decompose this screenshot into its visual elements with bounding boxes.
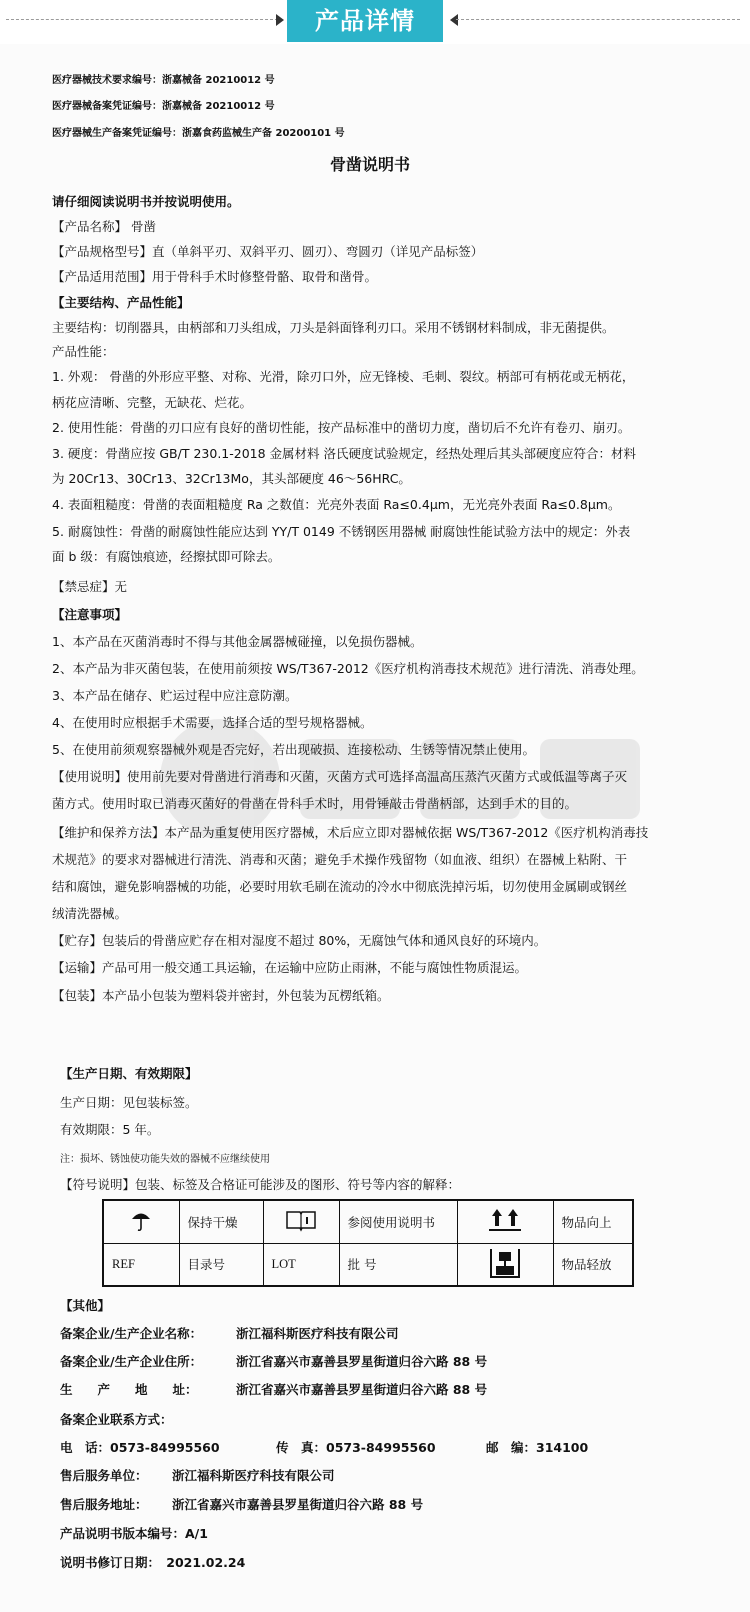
umbrella-icon — [128, 1207, 154, 1233]
service-unit: 浙江福科斯医疗科技有限公司 — [172, 1468, 335, 1483]
other-heading: 【其他】 — [60, 1298, 111, 1313]
manual-version: 产品说明书版本编号：A/1 — [60, 1526, 208, 1541]
structure-text: 主要结构：切削器具，由柄部和刀头组成，刀头是斜面锋利刃口。采用不锈钢材料制成，非无菌提供。 — [52, 320, 615, 335]
note-item-4: 4、在使用时应根据手术需要，选择合适的型号规格器械。 — [52, 715, 373, 730]
maintenance-text-cont-1: 术规范》的要求对器械进行清洗、消毒和灭菌；避免手术操作残留物（如血液、组织）在器械上粘附、干 — [52, 852, 628, 867]
structure-heading: 【主要结构、产品性能】 — [52, 295, 190, 310]
contraindication: 【禁忌症】无 — [52, 579, 128, 594]
maintenance-text-cont-2: 结和腐蚀，避免影响器械的功能，必要时用软毛刷在流动的冷水中彻底洗掉污垢，切勿使用金属刷或钢丝 — [52, 879, 628, 894]
symbol-cell — [103, 1200, 179, 1243]
validity-period: 有效期限：5 年。 — [60, 1122, 160, 1137]
this-way-up-icon — [485, 1206, 525, 1234]
phone-number: 电 话：0573-84995560 — [60, 1440, 220, 1455]
symbol-lot: LOT — [263, 1243, 339, 1286]
instruction-document — [0, 44, 750, 1612]
symbol-cell — [457, 1243, 553, 1286]
company-address-label: 备案企业/生产企业住所： — [60, 1354, 203, 1369]
company-name: 浙江福科斯医疗科技有限公司 — [236, 1326, 399, 1341]
performance-item-3: 3. 硬度：骨凿应按 GB/T 230.1-2018 金属材料 洛氏硬度试验规定，经热处理后其头部硬度应符合：材料 — [52, 446, 637, 461]
section-title: 产品详情 — [287, 0, 443, 42]
production-date-heading: 【生产日期、有效期限】 — [60, 1066, 198, 1081]
performance-heading: 产品性能： — [52, 344, 115, 359]
usage-instructions-cont: 菌方式。使用时取已消毒灭菌好的骨凿在骨科手术时，用骨锤敲击骨凿柄部，达到手术的目的。 — [52, 796, 578, 811]
note-item-1: 1、本产品在灭菌消毒时不得与其他金属器械碰撞，以免损伤器械。 — [52, 634, 423, 649]
header-divider-left — [6, 19, 278, 20]
validity-note: 注：损坏、锈蚀使功能失效的器械不应继续使用 — [60, 1154, 270, 1165]
symbols-table-row — [103, 1243, 633, 1286]
production-address: 浙江省嘉兴市嘉善县罗星街道归谷六路 88 号 — [236, 1382, 488, 1397]
performance-item-2: 2. 使用性能：骨凿的刃口应有良好的凿切性能，按产品标准中的凿切力度，凿切后不允许有卷刃、崩刃。 — [52, 420, 631, 435]
storage-text: 【贮存】包装后的骨凿应贮存在相对湿度不超过 80%，无腐蚀气体和通风良好的环境内。 — [52, 933, 547, 948]
symbol-desc-see-manual: 参阅使用说明书 — [339, 1200, 457, 1243]
service-unit-label: 售后服务单位： — [60, 1468, 148, 1483]
product-spec: 【产品规格型号】直（单斜平刃、双斜平刃、圆刃）、弯圆刃（详见产品标签） — [52, 244, 484, 259]
symbol-desc-batch: 批 号 — [339, 1243, 457, 1286]
reg-filing-certificate: 医疗器械备案凭证编号：浙嘉械备 20210012 号 — [52, 101, 275, 112]
document-title: 骨凿说明书 — [330, 155, 411, 174]
symbol-desc-fragile: 物品轻放 — [553, 1243, 633, 1286]
performance-item-5-cont: 面 b 级：有腐蚀痕迹，经擦拭即可除去。 — [52, 549, 281, 564]
performance-item-1-cont: 柄花应清晰、完整，无缺花、烂花。 — [52, 395, 253, 410]
symbols-table — [102, 1199, 634, 1287]
symbol-cell — [457, 1200, 553, 1243]
package-text: 【包装】本产品小包装为塑料袋并密封，外包装为瓦楞纸箱。 — [52, 988, 390, 1003]
symbol-desc-this-way-up: 物品向上 — [553, 1200, 633, 1243]
note-item-2: 2、本产品为非灭菌包装，在使用前须按 WS/T367-2012《医疗机构消毒技术规范》进行清洗、消毒处理。 — [52, 661, 644, 676]
product-scope: 【产品适用范围】用于骨科手术时修整骨骼、取骨和凿骨。 — [52, 269, 378, 284]
manual-revision-date: 说明书修订日期： 2021.02.24 — [60, 1555, 246, 1570]
maintenance-text: 【维护和保养方法】本产品为重复使用医疗器械，术后应立即对器械依据 WS/T367-2012《医疗机构消毒技 — [52, 825, 649, 840]
notes-heading: 【注意事项】 — [52, 607, 128, 622]
postal-code: 邮 编：314100 — [486, 1440, 589, 1455]
intro-text: 请仔细阅读说明书并按说明使用。 — [52, 194, 240, 209]
maintenance-text-cont-3: 绒清洗器械。 — [52, 906, 128, 921]
service-address: 浙江省嘉兴市嘉善县罗星街道归谷六路 88 号 — [172, 1497, 424, 1512]
reg-tech-requirement: 医疗器械技术要求编号：浙嘉械备 20210012 号 — [52, 75, 275, 86]
note-item-5: 5、在使用前须观察器械外观是否完好，若出现破损、连接松动、生锈等情况禁止使用。 — [52, 742, 535, 757]
performance-item-5: 5. 耐腐蚀性：骨凿的耐腐蚀性能应达到 YY/T 0149 不锈钢医用器械 耐腐蚀性能试验方法中的规定：外表 — [52, 524, 631, 539]
company-address: 浙江省嘉兴市嘉善县罗星街道归谷六路 88 号 — [236, 1354, 488, 1369]
header-divider-right — [456, 19, 740, 20]
symbols-table-row — [103, 1200, 633, 1243]
section-header — [0, 0, 750, 44]
performance-item-3-cont: 为 20Cr13、30Cr13、32Cr13Mo，其头部硬度 46～56HRC。 — [52, 471, 411, 486]
book-icon — [285, 1208, 317, 1232]
symbol-ref: REF — [103, 1243, 179, 1286]
usage-instructions: 【使用说明】使用前先要对骨凿进行消毒和灭菌，灭菌方式可选择高温高压蒸汽灭菌方式或低温等离子灭 — [52, 769, 628, 784]
performance-item-4: 4. 表面粗糙度：骨凿的表面粗糙度 Ra 之数值：光亮外表面 Ra≤0.4μm，无光亮外表面 Ra≤0.8μm。 — [52, 497, 621, 512]
performance-item-1: 1. 外观： 骨凿的外形应平整、对称、光滑，除刃口外，应无锋棱、毛刺、裂纹。柄部可有柄花或无柄花， — [52, 369, 635, 384]
fax-number: 传 真：0573-84995560 — [276, 1440, 436, 1455]
symbol-cell — [263, 1200, 339, 1243]
note-item-3: 3、本产品在储存、贮运过程中应注意防潮。 — [52, 688, 298, 703]
arrow-left-icon — [450, 14, 458, 26]
transport-text: 【运输】产品可用一般交通工具运输，在运输中应防止雨淋，不能与腐蚀性物质混运。 — [52, 960, 528, 975]
symbol-desc-catalog: 目录号 — [179, 1243, 263, 1286]
arrow-right-icon — [276, 14, 284, 26]
fragile-handle-with-care-icon — [488, 1246, 522, 1280]
symbol-desc-keep-dry: 保持干燥 — [179, 1200, 263, 1243]
contact-heading: 备案企业联系方式： — [60, 1412, 173, 1427]
symbols-heading: 【符号说明】包装、标签及合格证可能涉及的图形、符号等内容的解释： — [60, 1177, 461, 1192]
product-name: 【产品名称】 骨凿 — [52, 219, 156, 234]
company-name-label: 备案企业/生产企业名称： — [60, 1326, 203, 1341]
production-date: 生产日期：见包装标签。 — [60, 1095, 198, 1110]
production-address-label: 生 产 地 址： — [60, 1382, 198, 1397]
reg-production-certificate: 医疗器械生产备案凭证编号：浙嘉食药监械生产备 20200101 号 — [52, 128, 345, 139]
service-address-label: 售后服务地址： — [60, 1497, 148, 1512]
